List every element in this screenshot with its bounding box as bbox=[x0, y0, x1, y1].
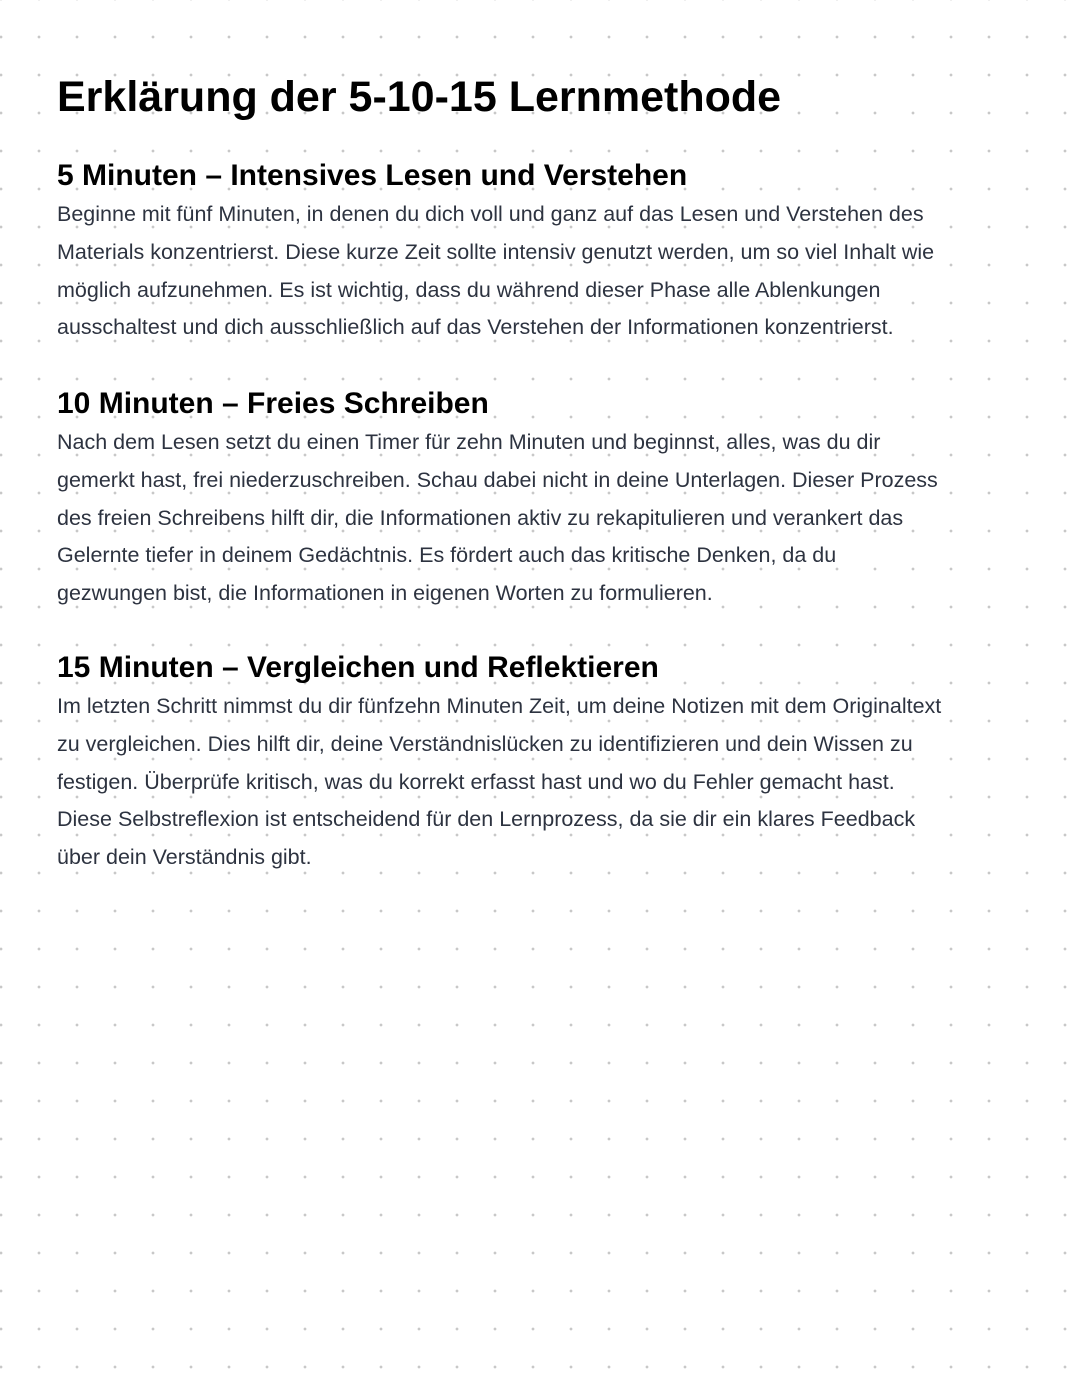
paragraph-line: möglich aufzunehmen. Es ist wichtig, dass du während dieser Phase alle Ablenkungen bbox=[57, 277, 881, 302]
paragraph-line: festigen. Überprüfe kritisch, was du korrekt erfasst hast und wo du Fehler gemacht hast. bbox=[57, 769, 895, 794]
section-15-minutes bbox=[57, 648, 941, 877]
paragraph-line: Materials konzentrierst. Diese kurze Zeit sollte intensiv genutzt werden, um so viel Inhalt wie bbox=[57, 239, 935, 264]
section-heading: 5 Minuten – Intensives Lesen und Verstehen bbox=[57, 159, 688, 192]
paragraph-line: gezwungen bist, die Informationen in eigenen Worten zu formulieren. bbox=[57, 581, 713, 606]
page-title: Erklärung der 5-10-15 Lernmethode bbox=[57, 73, 782, 121]
section-heading: 10 Minuten – Freies Schreiben bbox=[57, 387, 489, 420]
section-5-minutes bbox=[57, 156, 934, 347]
paragraph-line: gemerkt hast, frei niederzuschreiben. Schau dabei nicht in deine Unterlagen. Dieser Prozess bbox=[57, 467, 938, 492]
paragraph-line: ausschaltest und dich ausschließlich auf das Verstehen der Informationen konzentrierst. bbox=[57, 315, 894, 340]
paragraph-line: Nach dem Lesen setzt du einen Timer für zehn Minuten und beginnst, alles, was du dir bbox=[57, 430, 881, 454]
paragraph-line: zu vergleichen. Dies hilft dir, deine Verständnislücken zu identifizieren und dein Wissen zu bbox=[57, 731, 913, 756]
paragraph-line: Beginne mit fünf Minuten, in denen du dich voll und ganz auf das Lesen und Verstehen des bbox=[57, 202, 924, 226]
section-paragraph bbox=[57, 424, 938, 613]
section-paragraph bbox=[57, 196, 934, 347]
paragraph-line: Gelernte tiefer in deinem Gedächtnis. Es fördert auch das kritische Denken, da du bbox=[57, 543, 837, 568]
paragraph-line: über dein Verständnis gibt. bbox=[57, 845, 312, 870]
document bbox=[57, 68, 1047, 870]
paragraph-line: Im letzten Schritt nimmst du dir fünfzehn Minuten Zeit, um deine Notizen mit dem Originaltext bbox=[57, 694, 942, 718]
section-10-minutes bbox=[57, 384, 938, 613]
section-heading: 15 Minuten – Vergleichen und Reflektieren bbox=[57, 651, 659, 684]
paragraph-line: Diese Selbstreflexion ist entscheidend für den Lernprozess, da sie dir ein klares Feedback bbox=[57, 807, 916, 832]
paragraph-line: des freien Schreibens hilft dir, die Informationen aktiv zu rekapitulieren und verankert das bbox=[57, 505, 904, 530]
section-paragraph bbox=[57, 688, 941, 877]
